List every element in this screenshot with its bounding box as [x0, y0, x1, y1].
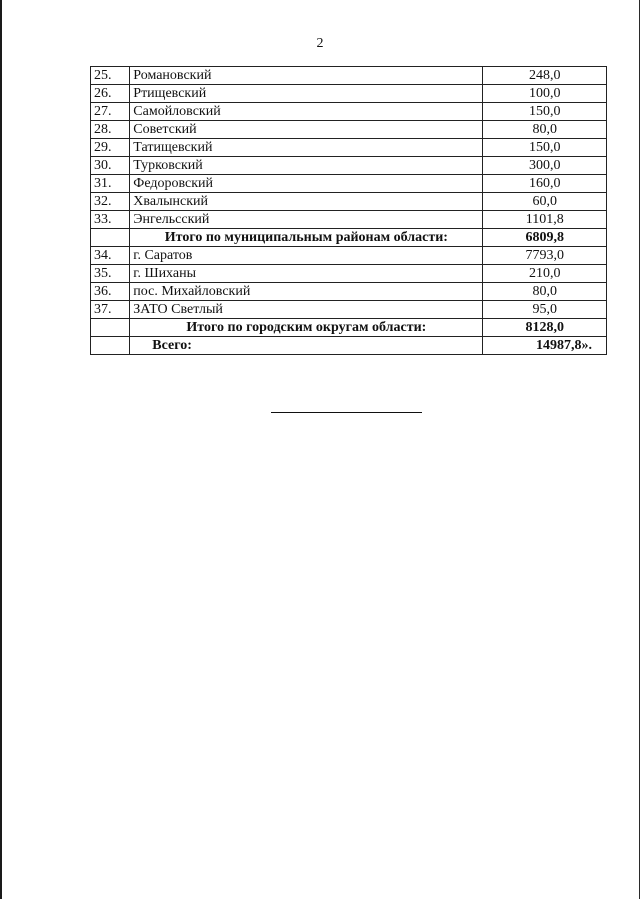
- table-row: [91, 157, 607, 175]
- table-body: [91, 67, 607, 355]
- row-value: 60,0: [483, 193, 607, 211]
- row-number: 25.: [91, 67, 130, 85]
- row-name: Федоровский: [130, 175, 483, 193]
- row-name: Турковский: [130, 157, 483, 175]
- row-number: [91, 229, 130, 247]
- table-row: [91, 211, 607, 229]
- row-number: 34.: [91, 247, 130, 265]
- row-number: 37.: [91, 301, 130, 319]
- row-value: 80,0: [483, 121, 607, 139]
- row-number: 27.: [91, 103, 130, 121]
- row-name: Романовский: [130, 67, 483, 85]
- row-number: [91, 337, 130, 355]
- row-value: 1101,8: [483, 211, 607, 229]
- row-name: г. Саратов: [130, 247, 483, 265]
- row-value: 150,0: [483, 139, 607, 157]
- grand-total-row: [91, 337, 607, 355]
- row-number: [91, 319, 130, 337]
- total-row: [91, 229, 607, 247]
- row-name: пос. Михайловский: [130, 283, 483, 301]
- row-value: 150,0: [483, 103, 607, 121]
- row-name: Татищевский: [130, 139, 483, 157]
- row-number: 35.: [91, 265, 130, 283]
- row-value: 6809,8: [483, 229, 607, 247]
- table-row: [91, 67, 607, 85]
- row-name: г. Шиханы: [130, 265, 483, 283]
- end-of-document-line: [271, 412, 422, 413]
- row-value: 100,0: [483, 85, 607, 103]
- row-name: Энгельсский: [130, 211, 483, 229]
- row-value: 7793,0: [483, 247, 607, 265]
- total-row: [91, 319, 607, 337]
- row-value: 300,0: [483, 157, 607, 175]
- table-row: [91, 265, 607, 283]
- row-value: 14987,8».: [483, 337, 607, 355]
- budget-table: [90, 66, 607, 355]
- row-number: 30.: [91, 157, 130, 175]
- row-name: Итого по муниципальным районам области:: [130, 229, 483, 247]
- row-number: 33.: [91, 211, 130, 229]
- row-number: 26.: [91, 85, 130, 103]
- table-row: [91, 103, 607, 121]
- table-row: [91, 301, 607, 319]
- table-row: [91, 193, 607, 211]
- row-value: 95,0: [483, 301, 607, 319]
- table-row: [91, 247, 607, 265]
- row-value: 248,0: [483, 67, 607, 85]
- table-row: [91, 175, 607, 193]
- row-name: Итого по городским округам области:: [130, 319, 483, 337]
- table-row: [91, 283, 607, 301]
- row-value: 210,0: [483, 265, 607, 283]
- table-row: [91, 139, 607, 157]
- row-name: Самойловский: [130, 103, 483, 121]
- row-number: 29.: [91, 139, 130, 157]
- row-value: 8128,0: [483, 319, 607, 337]
- row-name: Ртищевский: [130, 85, 483, 103]
- row-value: 160,0: [483, 175, 607, 193]
- table-row: [91, 121, 607, 139]
- row-number: 28.: [91, 121, 130, 139]
- page-number: 2: [316, 36, 324, 51]
- row-name: Советский: [130, 121, 483, 139]
- row-number: 36.: [91, 283, 130, 301]
- row-number: 31.: [91, 175, 130, 193]
- row-name: Всего:: [130, 337, 483, 355]
- table-row: [91, 85, 607, 103]
- scan-edge-left: [0, 0, 2, 899]
- row-number: 32.: [91, 193, 130, 211]
- row-name: Хвалынский: [130, 193, 483, 211]
- row-name: ЗАТО Светлый: [130, 301, 483, 319]
- row-value: 80,0: [483, 283, 607, 301]
